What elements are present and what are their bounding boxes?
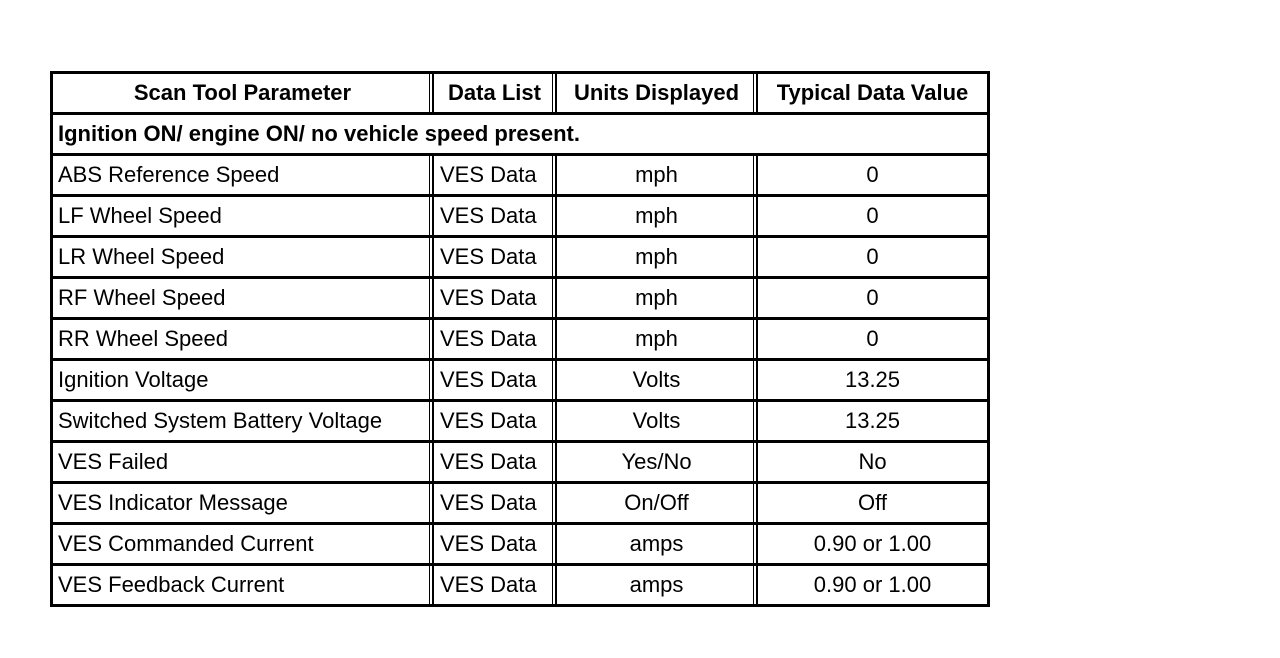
cell-parameter: VES Commanded Current (53, 525, 434, 566)
table-row (53, 361, 987, 402)
cell-units: amps (557, 566, 758, 604)
cell-parameter: ABS Reference Speed (53, 156, 434, 197)
table-row (53, 525, 987, 566)
table-row (53, 402, 987, 443)
cell-typical-value: 0 (758, 156, 987, 197)
cell-data-list: VES Data (434, 238, 557, 279)
cell-typical-value: 0.90 or 1.00 (758, 525, 987, 566)
section-title: Ignition ON/ engine ON/ no vehicle speed present. (53, 115, 987, 156)
header-data-list: Data List (434, 74, 557, 115)
cell-units: amps (557, 525, 758, 566)
header-scan-tool-parameter: Scan Tool Parameter (53, 74, 434, 115)
section-row (53, 115, 987, 156)
cell-units: mph (557, 279, 758, 320)
cell-data-list: VES Data (434, 566, 557, 604)
cell-typical-value: 0 (758, 238, 987, 279)
cell-data-list: VES Data (434, 361, 557, 402)
cell-data-list: VES Data (434, 156, 557, 197)
cell-parameter: LF Wheel Speed (53, 197, 434, 238)
cell-units: mph (557, 320, 758, 361)
cell-units: mph (557, 238, 758, 279)
cell-units: On/Off (557, 484, 758, 525)
cell-data-list: VES Data (434, 197, 557, 238)
cell-units: mph (557, 156, 758, 197)
cell-typical-value: Off (758, 484, 987, 525)
table-header-row (53, 74, 987, 115)
cell-units: mph (557, 197, 758, 238)
cell-units: Volts (557, 402, 758, 443)
cell-parameter: VES Indicator Message (53, 484, 434, 525)
cell-typical-value: 13.25 (758, 402, 987, 443)
table-row (53, 238, 987, 279)
table-row (53, 156, 987, 197)
cell-parameter: RR Wheel Speed (53, 320, 434, 361)
table-row (53, 279, 987, 320)
cell-parameter: LR Wheel Speed (53, 238, 434, 279)
cell-typical-value: 0 (758, 197, 987, 238)
table-row (53, 566, 987, 604)
cell-data-list: VES Data (434, 279, 557, 320)
cell-typical-value: 0.90 or 1.00 (813, 572, 932, 597)
header-typical-data-value: Typical Data Value (758, 74, 987, 115)
cell-parameter: VES Failed (53, 443, 434, 484)
table-row (53, 443, 987, 484)
cell-typical-value: 0 (758, 279, 987, 320)
table-row (53, 320, 987, 361)
cell-data-list: VES Data (434, 402, 557, 443)
cell-units: Volts (557, 361, 758, 402)
cell-typical-value: 13.25 (758, 361, 987, 402)
cell-parameter: Ignition Voltage (53, 361, 434, 402)
cell-parameter: RF Wheel Speed (53, 279, 434, 320)
table-row (53, 197, 987, 238)
cell-data-list: VES Data (434, 443, 557, 484)
cell-parameter: VES Feedback Current (53, 566, 434, 604)
cell-typical-value: 0 (758, 320, 987, 361)
cell-data-list: VES Data (434, 320, 557, 361)
cell-units: Yes/No (557, 443, 758, 484)
table-row (53, 484, 987, 525)
cell-parameter: Switched System Battery Voltage (53, 402, 434, 443)
scan-tool-data-table (50, 71, 990, 607)
cell-data-list: VES Data (434, 525, 557, 566)
header-units-displayed: Units Displayed (557, 74, 758, 115)
cell-typical-value: No (758, 443, 987, 484)
cell-data-list: VES Data (434, 484, 557, 525)
